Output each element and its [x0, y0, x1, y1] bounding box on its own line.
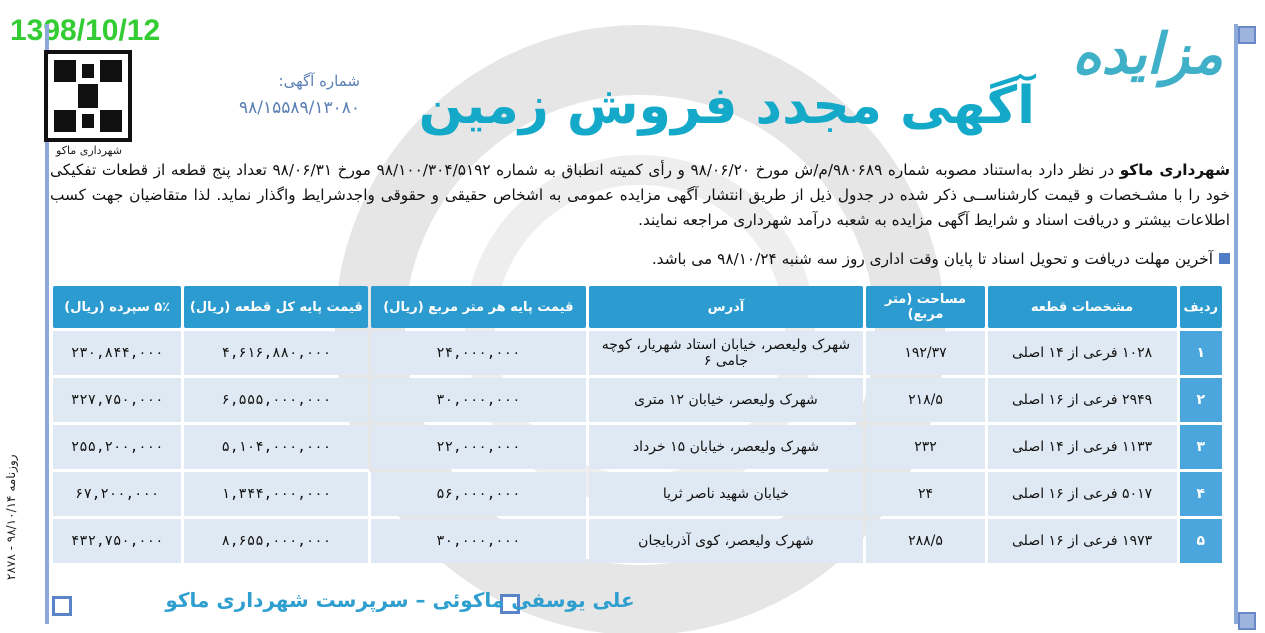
lot-spec: ۲۹۴۹ فرعی از ۱۶ اصلی — [988, 378, 1177, 422]
deadline-note — [300, 250, 1230, 268]
deposit: ۶۷,۲۰۰,۰۰۰ — [53, 472, 181, 516]
table-row — [53, 472, 1222, 516]
signature-line: علی یوسفی ماکوئی – سرپرست شهرداری ماکو — [165, 588, 635, 612]
total-price: ۵,۱۰۴,۰۰۰,۰۰۰ — [184, 425, 368, 469]
lot-area: ۲۴ — [866, 472, 984, 516]
total-price: ۶,۵۵۵,۰۰۰,۰۰۰ — [184, 378, 368, 422]
lot-area: ۲۳۲ — [866, 425, 984, 469]
auction-title: مزایده — [1072, 22, 1223, 87]
logo-caption: شهرداری ماکو — [56, 144, 122, 157]
row-number: ۴ — [1180, 472, 1222, 516]
header-cell: ردیف — [1180, 286, 1222, 328]
total-price: ۱,۳۴۴,۰۰۰,۰۰۰ — [184, 472, 368, 516]
newspaper-side-note: روزنامه ۹۸/۱۰/۱۴ - ۲۸۷۸ — [4, 454, 18, 580]
lot-address: شهرک ولیعصر، خیابان ۱۲ متری — [589, 378, 864, 422]
table-row — [53, 378, 1222, 422]
header-cell: آدرس — [589, 286, 864, 328]
lot-spec: ۱۹۷۳ فرعی از ۱۶ اصلی — [988, 519, 1177, 563]
lot-spec: ۱۰۲۸ فرعی از ۱۴ اصلی — [988, 331, 1177, 375]
date-stamp: 1398/10/12 — [10, 14, 161, 47]
price-per-meter: ۳۰,۰۰۰,۰۰۰ — [371, 519, 585, 563]
row-number: ۱ — [1180, 331, 1222, 375]
deposit: ۲۳۰,۸۴۴,۰۰۰ — [53, 331, 181, 375]
header-cell: مشخصات قطعه — [988, 286, 1177, 328]
row-number: ۳ — [1180, 425, 1222, 469]
ad-number-label: شماره آگهی: — [278, 72, 360, 90]
table-header-row — [53, 286, 1222, 328]
municipality-logo-icon — [44, 50, 132, 142]
price-per-meter: ۲۲,۰۰۰,۰۰۰ — [371, 425, 585, 469]
deposit: ۴۳۲,۷۵۰,۰۰۰ — [53, 519, 181, 563]
table-row — [53, 425, 1222, 469]
ad-number-value: ۹۸/۱۵۵۸۹/۱۳۰۸۰ — [238, 98, 360, 118]
lot-area: ۲۸۸/۵ — [866, 519, 984, 563]
lot-area: ۲۱۸/۵ — [866, 378, 984, 422]
lots-table — [50, 283, 1225, 566]
header-cell: ۵٪ سپرده (ریال) — [53, 286, 181, 328]
lot-spec: ۱۱۳۳ فرعی از ۱۴ اصلی — [988, 425, 1177, 469]
header-cell: قیمت پایه هر متر مربع (ریال) — [371, 286, 585, 328]
row-number: ۲ — [1180, 378, 1222, 422]
lot-address: شهرک ولیعصر، خیابان ۱۵ خرداد — [589, 425, 864, 469]
price-per-meter: ۲۴,۰۰۰,۰۰۰ — [371, 331, 585, 375]
page-title: آگهی مجدد فروش زمین — [418, 76, 1035, 136]
organization-name: شهرداری ماکو — [1119, 161, 1231, 179]
lot-address: شهرک ولیعصر، خیابان استاد شهریار، کوچه جامی ۶ — [589, 331, 864, 375]
lot-area: ۱۹۲/۳۷ — [866, 331, 984, 375]
deadline-text: آخرین مهلت دریافت و تحویل اسناد تا پایان وقت اداری روز سه شنبه ۹۸/۱۰/۲۴ می باشد. — [651, 250, 1213, 268]
table-row — [53, 331, 1222, 375]
deposit: ۳۲۷,۷۵۰,۰۰۰ — [53, 378, 181, 422]
header-cell: قیمت پایه کل قطعه (ریال) — [184, 286, 368, 328]
bullet-square-icon — [1219, 253, 1230, 264]
price-per-meter: ۵۶,۰۰۰,۰۰۰ — [371, 472, 585, 516]
total-price: ۴,۶۱۶,۸۸۰,۰۰۰ — [184, 331, 368, 375]
lot-spec: ۵۰۱۷ فرعی از ۱۶ اصلی — [988, 472, 1177, 516]
row-number: ۵ — [1180, 519, 1222, 563]
lot-address: خیابان شهید ناصر ثریا — [589, 472, 864, 516]
corner-square-icon — [1238, 612, 1256, 630]
total-price: ۸,۶۵۵,۰۰۰,۰۰۰ — [184, 519, 368, 563]
deposit: ۲۵۵,۲۰۰,۰۰۰ — [53, 425, 181, 469]
lot-address: شهرک ولیعصر، کوی آذربایجان — [589, 519, 864, 563]
announcement-body — [50, 158, 1230, 233]
corner-square-icon — [1238, 26, 1256, 44]
price-per-meter: ۳۰,۰۰۰,۰۰۰ — [371, 378, 585, 422]
header-cell: مساحت (متر مربع) — [866, 286, 984, 328]
announcement-text: در نظر دارد به‌استناد مصوبه شماره ۹۸۰۶۸۹/م/ش مورخ ۹۸/۰۶/۲۰ و رأی کمیته انطباق به شماره ۹۸/۱۰۰/۳۰۴/۵۱۹۲ مورخ ۹۸/۰۶/۳۱ تعداد پنج قطعه از قطعات تفکیکی خود را با مشـخصات و قیمت کارشناســی ذکر شده در جدول ذیل از طریق انتشار آگهی مزایده عمومی به اشخاص حقیقی و حقوقی واجدشرایط واگذار نماید. لذا متقاضیان جهت کسب اطلاعات بیشتر و دریافت اسناد و شرایط آگهی مزایده به شعبه درآمد شهرداری مراجعه نمایند. — [50, 161, 1230, 229]
table-row — [53, 519, 1222, 563]
